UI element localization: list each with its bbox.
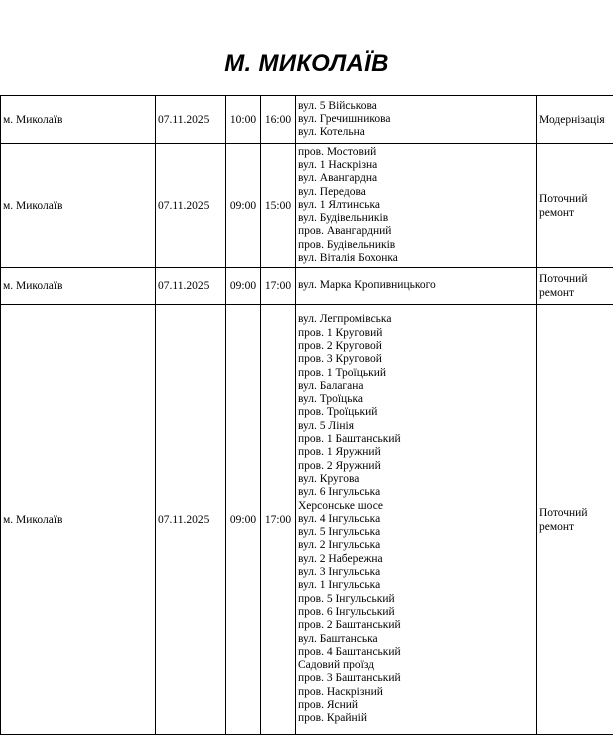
table-row [1,305,613,735]
street-item: вул. 5 Лінія [298,420,534,433]
street-item: вул. 1 Наскрізна [298,159,534,172]
date-cell: 07.11.2025 [156,305,226,735]
city-cell: м. Миколаїв [1,305,156,735]
street-item: вул. Гречишникова [298,113,534,126]
street-item: пров. 1 Яружний [298,446,534,459]
street-item: пров. 2 Яружний [298,460,534,473]
street-item: пров. Мостовий [298,146,534,159]
street-item: пров. Наскрізний [298,686,534,699]
table-body [1,96,613,735]
street-item: вул. Передова [298,186,534,199]
street-item: вул. Марка Кропивницького [298,279,534,292]
date-cell: 07.11.2025 [156,96,226,144]
street-item: пров. 6 Інгульський [298,606,534,619]
street-item: вул. Баштанська [298,633,534,646]
work-type-cell: Поточний ремонт [537,268,613,305]
outage-schedule-table [0,95,613,735]
start-time-cell: 09:00 [226,268,261,305]
street-item: пров. Крайній [298,712,534,725]
city-cell: м. Миколаїв [1,268,156,305]
street-item: вул. Котельна [298,126,534,139]
street-item: вул. 2 Інгульська [298,539,534,552]
streets-cell [296,96,537,144]
street-item: пров. 1 Баштанський [298,433,534,446]
start-time-cell: 09:00 [226,144,261,268]
street-item: пров. 2 Круговой [298,340,534,353]
street-item: пров. Ясний [298,699,534,712]
street-item: Херсонське шосе [298,500,534,513]
street-item: пров. 3 Круговой [298,353,534,366]
street-item: пров. 5 Інгульський [298,593,534,606]
street-item: пров. Будівельників [298,239,534,252]
street-item: Садовий проїзд [298,659,534,672]
table-row [1,268,613,305]
street-item: вул. 3 Інгульська [298,566,534,579]
street-item: пров. 1 Троїцький [298,367,534,380]
city-cell: м. Миколаїв [1,96,156,144]
street-item: вул. Троїцька [298,393,534,406]
street-item: вул. Віталія Бохонка [298,252,534,265]
table-row [1,96,613,144]
street-item: пров. 3 Баштанський [298,672,534,685]
end-time-cell: 15:00 [261,144,296,268]
street-item: пров. 1 Круговий [298,327,534,340]
end-time-cell: 17:00 [261,305,296,735]
city-cell: м. Миколаїв [1,144,156,268]
work-type-cell: Поточний ремонт [537,144,613,268]
streets-cell [296,268,537,305]
street-item: пров. Троїцький [298,406,534,419]
street-item: вул. 1 Інгульська [298,579,534,592]
street-item: вул. 1 Ялтинська [298,199,534,212]
street-item: вул. Будівельників [298,212,534,225]
end-time-cell: 17:00 [261,268,296,305]
street-item: вул. Кругова [298,473,534,486]
work-type-cell: Поточний ремонт [537,305,613,735]
street-item: вул. Авангардна [298,172,534,185]
start-time-cell: 10:00 [226,96,261,144]
street-item: вул. Балагана [298,380,534,393]
street-item: вул. 5 Інгульська [298,526,534,539]
date-cell: 07.11.2025 [156,144,226,268]
street-item: вул. 5 Військова [298,100,534,113]
date-cell: 07.11.2025 [156,268,226,305]
street-item: пров. Авангардний [298,225,534,238]
page-title: М. МИКОЛАЇВ [0,50,613,78]
streets-cell [296,305,537,735]
street-item: вул. 4 Інгульська [298,513,534,526]
street-item: вул. 6 Інгульська [298,486,534,499]
street-item: вул. Легпромівська [298,313,534,326]
street-item: вул. 2 Набережна [298,553,534,566]
street-item: пров. 2 Баштанський [298,619,534,632]
streets-cell [296,144,537,268]
street-item: пров. 4 Баштанський [298,646,534,659]
table-row [1,144,613,268]
start-time-cell: 09:00 [226,305,261,735]
end-time-cell: 16:00 [261,96,296,144]
work-type-cell: Модернізація [537,96,613,144]
